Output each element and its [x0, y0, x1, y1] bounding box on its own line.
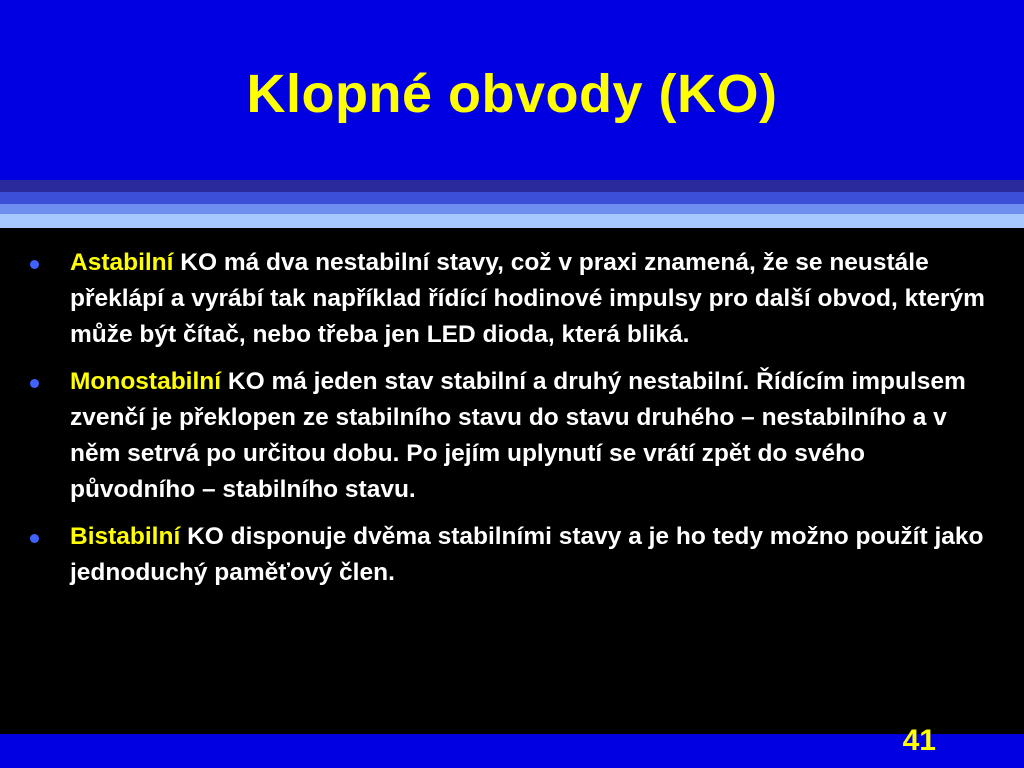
divider-stripe: [0, 204, 1024, 214]
bullet-body: KO disponuje dvěma stabilními stavy a je ho tedy možno použít jako jednoduchý paměťový člen.: [70, 523, 984, 586]
bullet-keyword: Monostabilní: [70, 368, 222, 395]
bullet-keyword: Bistabilní: [70, 523, 181, 550]
footer-bar: [0, 734, 1024, 768]
bullet-text: [70, 364, 994, 508]
bullet-keyword: Astabilní: [70, 249, 174, 276]
bullet-dot-icon: [30, 260, 39, 269]
bullet-item-monostabilni: [30, 364, 994, 508]
bullet-body: KO má dva nestabilní stavy, což v praxi znamená, že se neustále překlápí a vyrábí tak například řídící hodinové impulsy pro další obvod, kterým může být čítač, nebo třeba jen LED dioda, která bliká.: [70, 249, 985, 348]
bullet-dot-icon: [30, 379, 39, 388]
bullet-list: [30, 245, 994, 602]
bullet-text: [70, 519, 994, 591]
bullet-item-bistabilni: [30, 519, 994, 591]
divider-stripe: [0, 192, 1024, 204]
bullet-body: KO má jeden stav stabilní a druhý nestabilní. Řídícím impulsem zvenčí je překlopen ze stabilního stavu do stavu druhého – nestabilního a v něm setrvá po určitou dobu. Po jejím uplynutí se vrátí zpět do svého původního – stabilního stavu.: [70, 368, 966, 503]
divider-stripe: [0, 180, 1024, 192]
bullet-item-astabilni: [30, 245, 994, 353]
page-number: 41: [902, 724, 936, 757]
bullet-text: [70, 245, 994, 353]
bullet-dot-icon: [30, 534, 39, 543]
title-bar: [0, 0, 1024, 180]
slide-title: Klopné obvody (KO): [246, 64, 778, 124]
divider-stripe: [0, 214, 1024, 228]
